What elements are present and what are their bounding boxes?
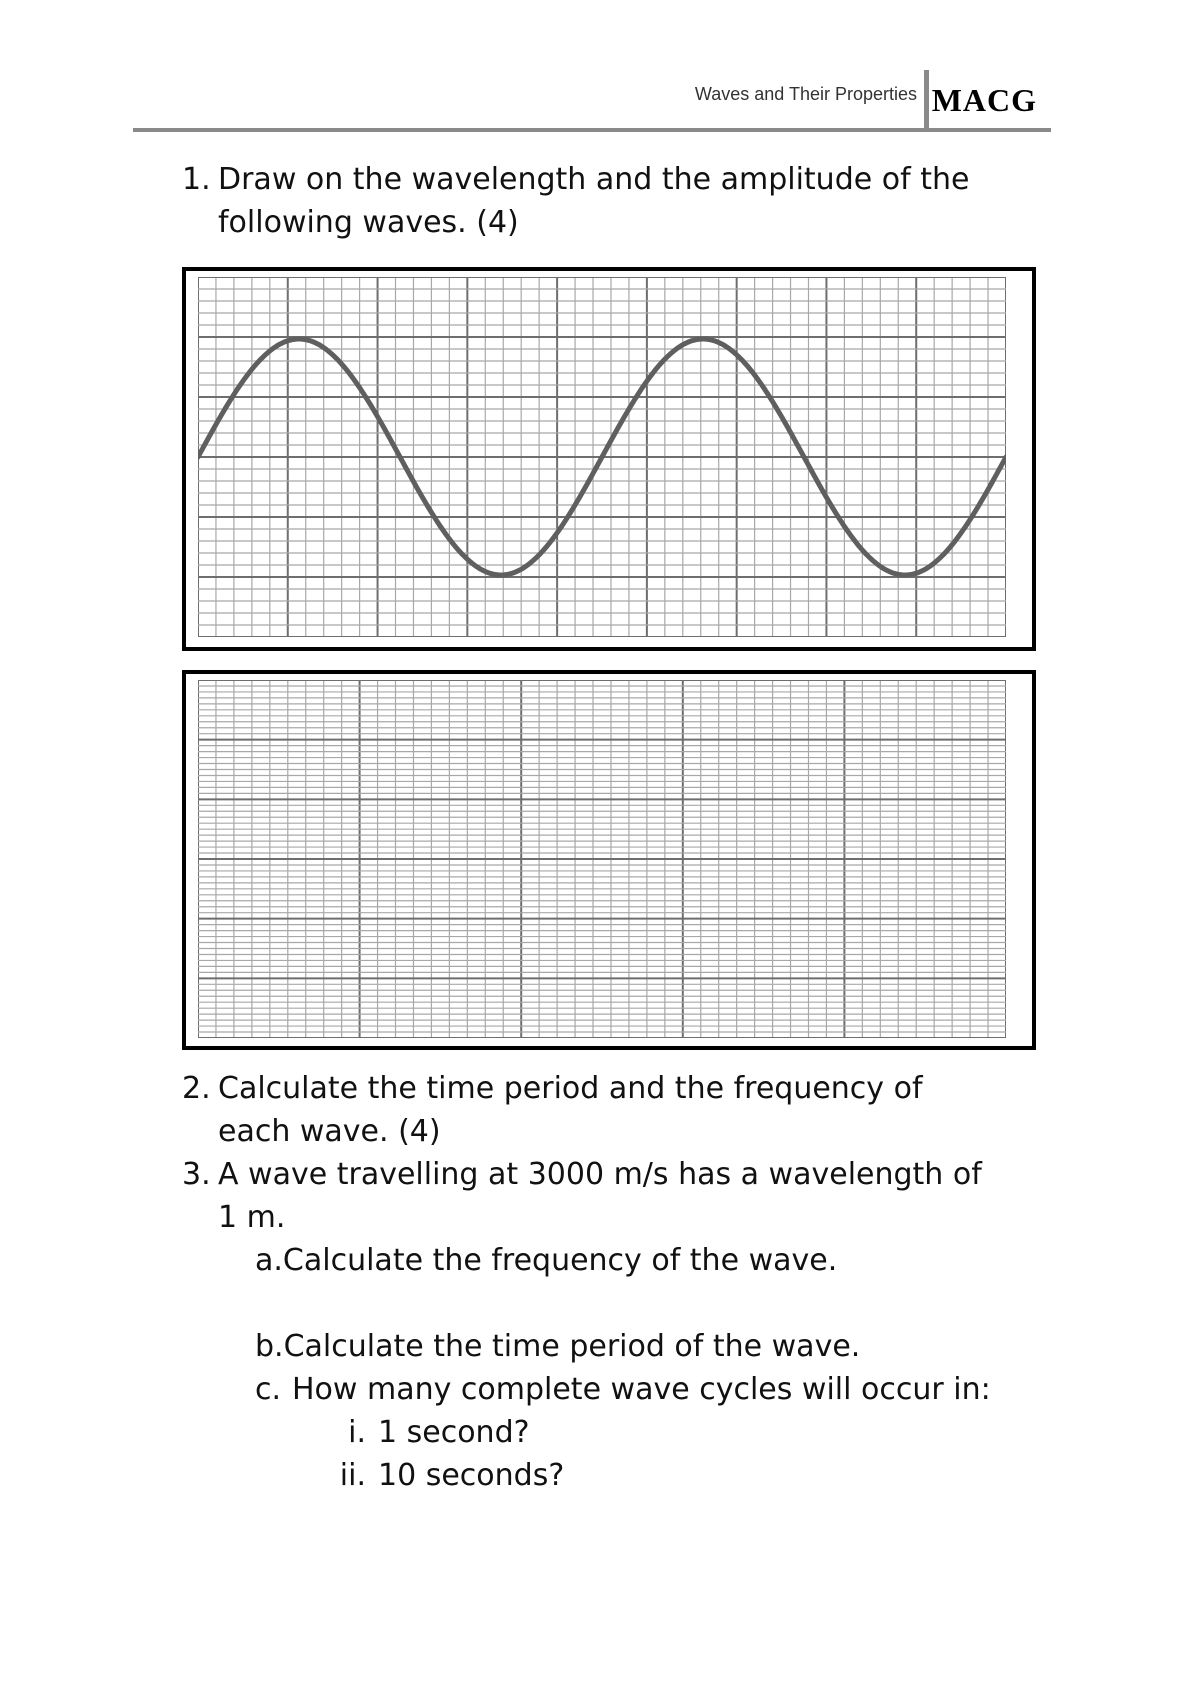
- header-brand: MACG: [931, 82, 1037, 118]
- question-line: A wave travelling at 3000 m/s has a wavelength of: [218, 1157, 982, 1192]
- part-label: b.: [255, 1329, 284, 1364]
- subpart-label: i.: [348, 1415, 366, 1450]
- header-divider: [924, 70, 929, 132]
- part-label: c.: [255, 1372, 282, 1407]
- question-number: 3.: [182, 1157, 211, 1192]
- subpart-ii: [326, 1454, 564, 1497]
- question-line: Draw on the wavelength and the amplitude of the: [218, 162, 970, 197]
- page-header: [133, 66, 1051, 134]
- question-line: Calculate the time period and the frequency of: [218, 1071, 923, 1106]
- header-title: Waves and Their Properties: [694, 84, 917, 104]
- subpart-i: [326, 1411, 530, 1454]
- subpart-text: 1 second?: [378, 1415, 530, 1450]
- part-b: [255, 1325, 860, 1368]
- part-label: a.: [255, 1243, 283, 1278]
- question-line: following waves. (4): [218, 205, 519, 240]
- part-text: Calculate the time period of the wave.: [283, 1329, 861, 1364]
- header-rule: [133, 128, 1051, 132]
- graph-paper-with-wave: [198, 277, 1006, 637]
- wave-grid-2: [182, 670, 1036, 1050]
- graph-paper-blank: [198, 680, 1006, 1038]
- part-text: How many complete wave cycles will occur in:: [292, 1372, 991, 1407]
- subpart-label: ii.: [339, 1458, 366, 1493]
- part-c: [255, 1368, 991, 1411]
- question-number: 2.: [182, 1071, 211, 1106]
- part-text: Calculate the frequency of the wave.: [282, 1243, 838, 1278]
- question-number: 1.: [182, 162, 211, 197]
- wave-grid-1: [182, 267, 1036, 651]
- question-line: each wave. (4): [218, 1114, 441, 1149]
- subpart-text: 10 seconds?: [378, 1458, 565, 1493]
- part-a: [255, 1239, 837, 1282]
- question-line: 1 m.: [218, 1200, 286, 1235]
